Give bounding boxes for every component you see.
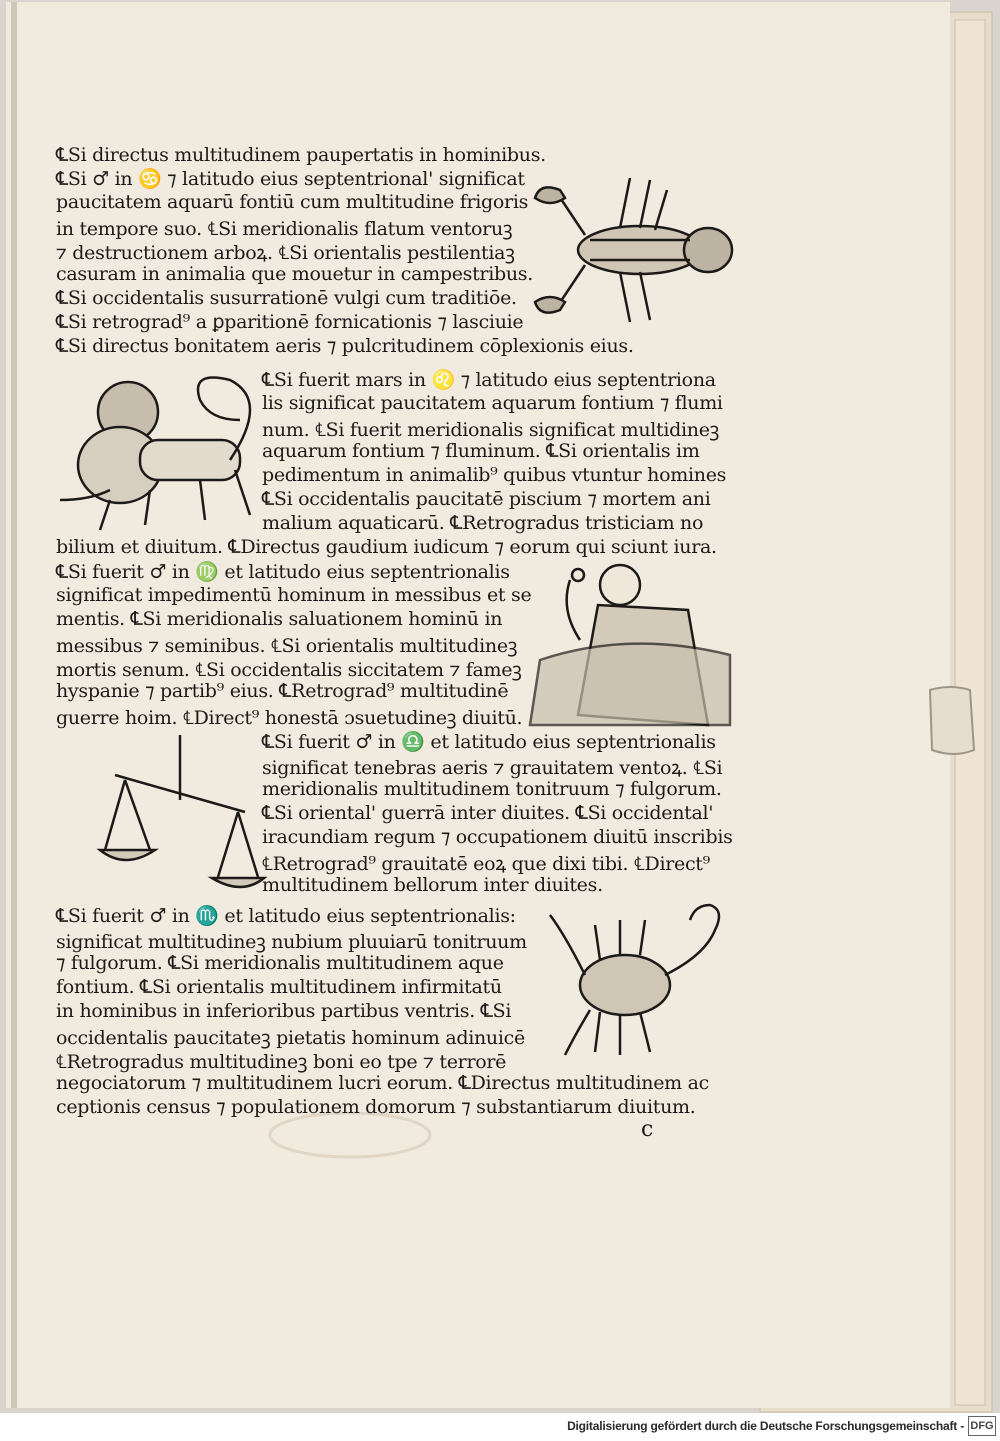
text-line: ℄Si oriental' guerrā inter diuites. ℄Si occidental' xyxy=(262,802,714,824)
text-line: paucitatem aquarū fontiū cum multitudine frigoris xyxy=(56,191,529,213)
signature-mark: c xyxy=(641,1117,654,1142)
text-line: ℄Si directus multitudinem paupertatis in hominibus. xyxy=(56,144,546,166)
text-line: lis significat paucitatem aquarum fontium ⁊ flumi xyxy=(262,392,723,414)
text-line: ℄Retrograd⁹ grauitatē eoꝝ que dixi tibi. ℄Direct⁹ xyxy=(262,853,710,875)
text-line: meridionalis multitudinem tonitruum ⁊ fulgorum. xyxy=(262,778,722,800)
text-line: negociatorum ⁊ multitudinem lucri eorum. ℄Directus multitudinem ac xyxy=(56,1072,710,1094)
text-line: ℄Si retrograd⁹ a ꝑparitionē fornicationis ⁊ lasciuie xyxy=(56,311,524,333)
text-line: ℄Si occidentalis paucitatē piscium ⁊ mortem ani xyxy=(262,488,711,510)
text-line: mentis. ℄Si meridionalis saluationem hominū in xyxy=(56,608,503,630)
text-line: ℄Si fuerit ♂ in ♎ et latitudo eius septentrionalis xyxy=(262,731,716,753)
text-line: in hominibus in inferioribus partibus ventris. ℄Si xyxy=(56,1000,512,1022)
text-line: ceptionis census ⁊ populationem domorum ⁊ substantiarum diuitum. xyxy=(56,1096,696,1118)
text-line: iracundiam regum ⁊ occupationem diuitū inscribis xyxy=(262,826,733,848)
text-line: ℄Si directus bonitatem aeris ⁊ pulcritudinem cōplexionis eius. xyxy=(56,335,634,357)
clip-tab xyxy=(930,687,974,754)
text-line: ℄Si ♂ in ♋ ⁊ latitudo eius septentrional' significat xyxy=(56,168,525,190)
text-line: multitudinem bellorum inter diuites. xyxy=(262,874,603,896)
text-line: ℄Si fuerit ♂ in ♏ et latitudo eius septentrionalis: xyxy=(56,905,516,927)
text-line: ⁊ destructionem arboꝝ. ℄Si orientalis pestilentiaꝫ xyxy=(56,242,515,264)
text-line: pedimentum in animalib⁹ quibus vtuntur homines xyxy=(262,464,727,486)
text-line: aquarum fontium ⁊ fluminum. ℄Si orientalis im xyxy=(262,440,700,462)
text-line: bilium et diuitum. ℄Directus gaudium iudicum ⁊ eorum qui sciunt iura. xyxy=(56,536,717,558)
text-line: malium aquaticarū. ℄Retrogradus tristiciam no xyxy=(262,512,704,534)
text-line: hyspanie ⁊ partib⁹ eius. ℄Retrograd⁹ multitudinē xyxy=(56,680,509,702)
text-line: messibus ⁊ seminibus. ℄Si orientalis multitudineꝫ xyxy=(56,635,518,657)
text-line: num. ℄Si fuerit meridionalis significat multidineꝫ xyxy=(262,419,720,441)
text-line: significat tenebras aeris ⁊ grauitatem ventoꝝ. ℄Si xyxy=(262,757,723,779)
text-line: ℄Si fuerit ♂ in ♍ et latitudo eius septentrionalis xyxy=(56,561,510,583)
text-line: significat impedimentū hominum in messibus et se xyxy=(56,584,532,606)
text-line: guerre hoim. ℄Direct⁹ honestā ɔsuetudineꝫ diuitū. xyxy=(56,707,523,729)
text-line: fontium. ℄Si orientalis multitudinem infirmitatū xyxy=(56,976,502,998)
footer-bar xyxy=(0,1413,1000,1441)
text-line: ℄Retrogradus multitudineꝫ boni eo tpe ⁊ terrorē xyxy=(56,1051,507,1073)
footer-credit: Digitalisierung gefördert durch die Deutsche Forschungsgemeinschaft - xyxy=(567,1419,964,1433)
text-line: ℄Si fuerit mars in ♌ ⁊ latitudo eius septentriona xyxy=(262,369,716,391)
text-line: casuram in animalia que mouetur in campestribus. xyxy=(56,263,533,285)
text-line: mortis senum. ℄Si occidentalis siccitatem ⁊ fameꝫ xyxy=(56,659,522,681)
dfg-logo: DFG xyxy=(968,1416,996,1436)
text-line: occidentalis paucitateꝫ pietatis hominum adinuicē xyxy=(56,1027,525,1049)
text-line: ⁊ fulgorum. ℄Si meridionalis multitudinem aque xyxy=(56,952,504,974)
text-line: in tempore suo. ℄Si meridionalis flatum ventoruꝫ xyxy=(56,218,513,240)
text-line: ℄Si occidentalis susurrationē vulgi cum traditiōe. xyxy=(56,287,517,309)
text-line: significat multitudineꝫ nubium pluuiarū tonitruum xyxy=(56,931,527,953)
